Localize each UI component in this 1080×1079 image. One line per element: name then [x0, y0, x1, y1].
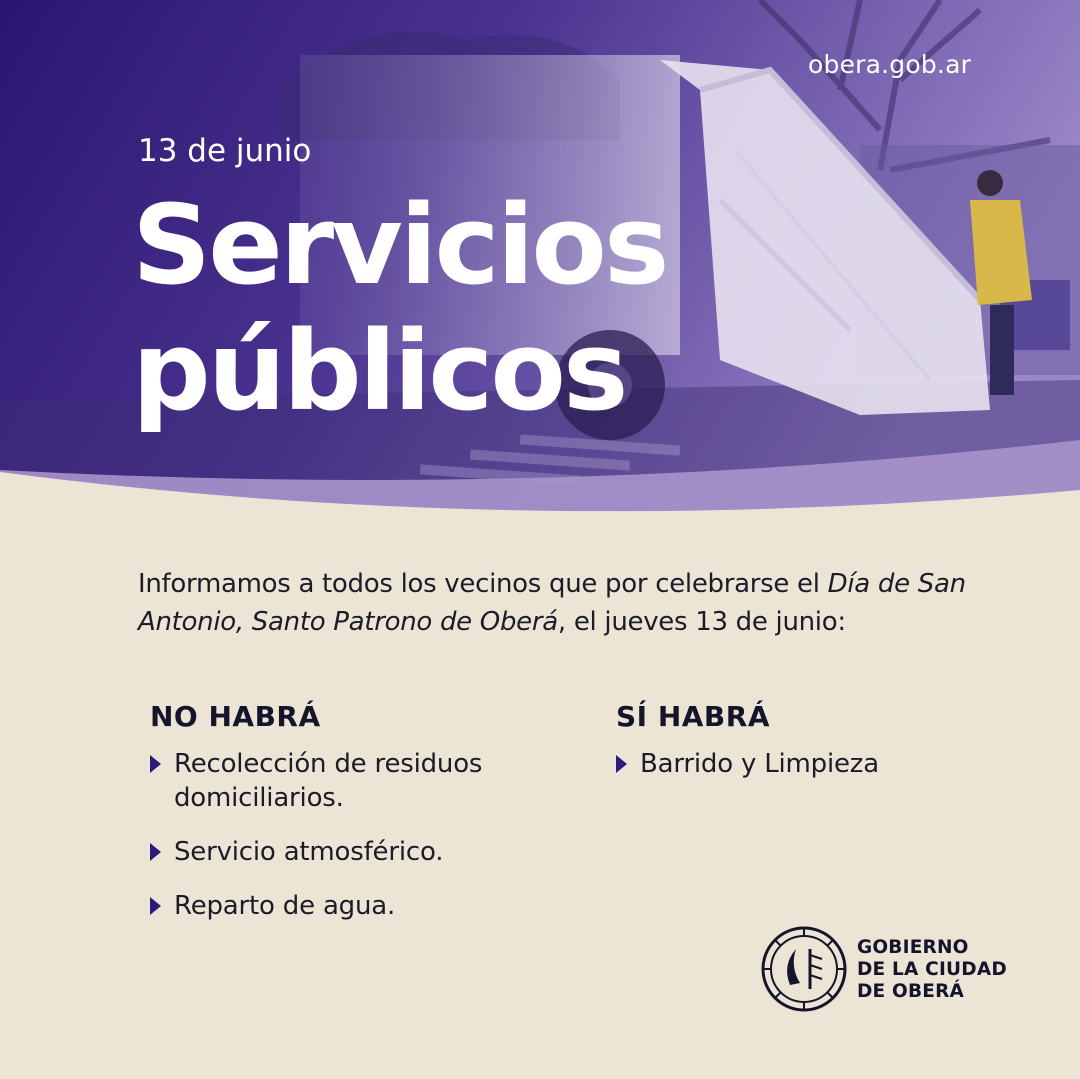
- no-habra-list: [150, 747, 570, 923]
- list-item-label: Reparto de agua.: [174, 891, 396, 921]
- no-habra-heading: NO HABRÁ: [150, 700, 321, 733]
- intro-text-end: , el jueves 13 de junio:: [557, 607, 846, 637]
- list-item: [150, 747, 570, 815]
- si-habra-heading: SÍ HABRÁ: [616, 700, 771, 733]
- org-line-3: DE OBERÁ: [857, 981, 965, 1002]
- list-item-label: Barrido y Limpieza: [640, 749, 879, 779]
- intro-text-start: Informamos a todos los vecinos que por celebrarse el: [138, 569, 828, 599]
- intro-italic: Día de San Antonio, Santo Patrono de Oberá: [138, 569, 966, 637]
- si-habra-list: [616, 747, 1016, 781]
- list-item: [150, 889, 570, 923]
- government-logo-text: [857, 937, 1007, 1003]
- list-item-label: Recolección de residuos domiciliarios.: [174, 749, 483, 813]
- list-item-label: Servicio atmosférico.: [174, 837, 444, 867]
- city-seal-logo-icon: [760, 925, 848, 1013]
- list-item: [150, 835, 570, 869]
- website-url[interactable]: obera.gob.ar: [808, 50, 972, 79]
- triangle-bullet-icon: [616, 755, 627, 773]
- title-line-2: públicos: [132, 307, 626, 435]
- org-line-1: GOBIERNO: [857, 937, 969, 958]
- title-line-1: Servicios: [132, 181, 667, 309]
- event-date: 13 de junio: [138, 133, 312, 169]
- triangle-bullet-icon: [150, 897, 161, 915]
- no-habra-section: [150, 700, 570, 943]
- si-habra-section: [616, 700, 1016, 801]
- org-line-2: DE LA CIUDAD: [857, 959, 1007, 980]
- triangle-bullet-icon: [150, 843, 161, 861]
- triangle-bullet-icon: [150, 755, 161, 773]
- page-title: [132, 182, 666, 434]
- list-item: [616, 747, 1016, 781]
- intro-paragraph: [138, 565, 1018, 641]
